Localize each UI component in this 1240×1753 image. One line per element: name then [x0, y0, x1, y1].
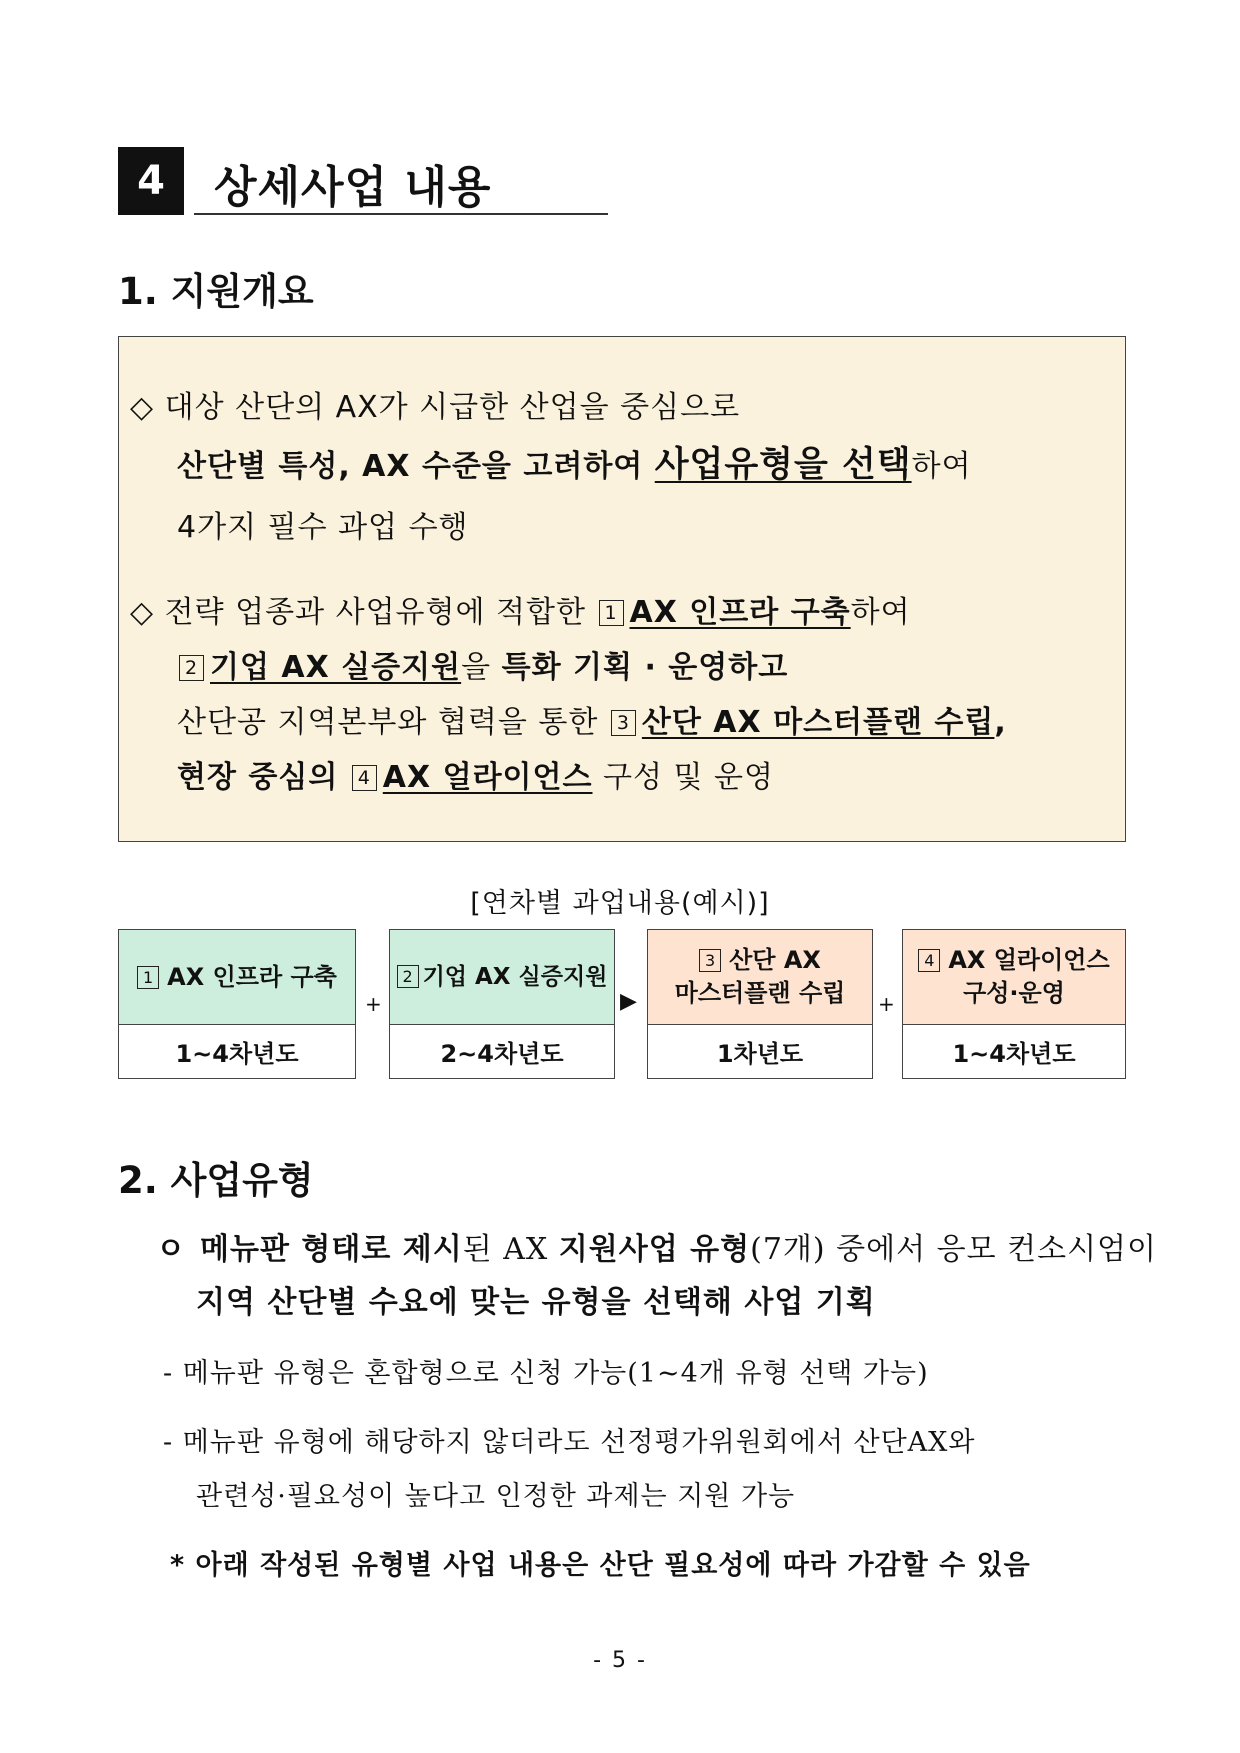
- box-para2-line3: [177, 697, 1007, 741]
- box-para1-line2: [177, 437, 972, 487]
- diamond-bullet-icon: ◇: [130, 390, 155, 425]
- text: 산단 AX: [729, 946, 821, 974]
- flow-item-masterplan: [647, 929, 873, 1079]
- number-box: 3: [699, 949, 721, 972]
- flow-item-years: 1~4차년도: [952, 1040, 1076, 1068]
- section-title-underline: [194, 213, 608, 215]
- highlight-text: 산단 AX 마스터플랜 수립: [641, 705, 995, 740]
- number-box: 3: [611, 710, 636, 736]
- flow-item-years: 1차년도: [716, 1040, 804, 1068]
- number-box: 1: [137, 966, 159, 989]
- page-number: - 5 -: [593, 1648, 647, 1673]
- arrow-right-icon: ▶: [620, 989, 637, 1014]
- box-para2-line2: [177, 642, 788, 686]
- heading-business-type: 2. 사업유형: [118, 1159, 314, 1202]
- highlight-text: AX 얼라이언스: [382, 760, 593, 795]
- text: 대상 산단의 AX가 시급한 산업을 중심으로: [164, 390, 741, 425]
- highlight-text: AX 인프라 구축: [629, 595, 851, 630]
- bold-text: 현장 중심의: [177, 760, 350, 795]
- s2-dash-item2-line1: - 메뉴판 유형에 해당하지 않더라도 선정평가위원회에서 산단AX와: [163, 1427, 976, 1458]
- text: 마스터플랜 수립: [674, 979, 846, 1007]
- heading-support-overview: 1. 지원개요: [118, 270, 314, 313]
- flow-item-alliance: [902, 929, 1126, 1079]
- highlight-text: 사업유형을 선택: [654, 445, 912, 485]
- bold-text: 지원사업 유형: [558, 1232, 751, 1267]
- text: 구성 및 운영: [592, 760, 775, 795]
- text: 산단공 지역본부와 협력을 통한: [177, 705, 609, 740]
- text: 기업 AX 실증지원: [422, 963, 608, 990]
- text: 하여: [911, 449, 972, 484]
- flow-item-ax-infra: [118, 929, 356, 1079]
- circle-bullet-icon: ㅇ: [156, 1232, 186, 1267]
- box-para2-line1: [130, 587, 911, 631]
- s2-note: * 아래 작성된 유형별 사업 내용은 산단 필요성에 따라 가감할 수 있음: [170, 1550, 1031, 1581]
- text: 을: [461, 650, 502, 685]
- number-box: 4: [918, 949, 940, 972]
- flow-item-company-ax: [389, 929, 615, 1079]
- plus-icon: +: [878, 992, 895, 1016]
- number-box: 2: [179, 655, 204, 681]
- number-box: 4: [352, 765, 377, 791]
- s2-bullet-line2: 지역 산단별 수요에 맞는 유형을 선택해 사업 기획: [196, 1285, 876, 1320]
- flow-item-years: 1~4차년도: [175, 1040, 299, 1068]
- plus-icon: +: [365, 992, 382, 1016]
- text: 전략 업종과 사업유형에 적합한: [164, 595, 597, 630]
- bold-text: 메뉴판 형태로 제시: [199, 1232, 463, 1267]
- flow-item-title: [119, 930, 355, 1025]
- flow-item-title: [903, 930, 1125, 1025]
- s2-dash-item1: - 메뉴판 유형은 혼합형으로 신청 가능(1~4개 유형 선택 가능): [163, 1358, 929, 1389]
- text: AX 얼라이언스: [948, 946, 1110, 974]
- flow-item-title: [390, 930, 614, 1025]
- box-para2-line4: [177, 752, 774, 796]
- flow-item-title: [648, 930, 872, 1025]
- text: AX 인프라 구축: [167, 962, 337, 991]
- s2-dash-item2-line2: 관련성·필요성이 높다고 인정한 과제는 지원 가능: [196, 1481, 796, 1512]
- number-box: 1: [599, 600, 624, 626]
- text: ,: [994, 705, 1007, 740]
- text: 구성·운영: [963, 979, 1065, 1007]
- section-title: 상세사업 내용: [214, 162, 492, 213]
- text: 산단별 특성, AX 수준을 고려하여: [177, 449, 655, 484]
- bold-text: 특화 기획 · 운영하고: [501, 650, 789, 685]
- text: 하여: [850, 595, 911, 630]
- box-para1-line3: [177, 502, 469, 546]
- diamond-bullet-icon: ◇: [130, 595, 155, 630]
- highlight-text: 기업 AX 실증지원: [210, 650, 462, 685]
- number-box: 2: [397, 965, 419, 988]
- text: 4가지 필수 과업 수행: [177, 510, 469, 545]
- text: 된 AX: [462, 1232, 559, 1267]
- box-para1-line1: [130, 382, 740, 426]
- text: (7개) 중에서 응모 컨소시엄이: [750, 1232, 1158, 1267]
- flow-caption: [연차별 과업내용(예시)]: [470, 888, 770, 919]
- flow-item-years: 2~4차년도: [440, 1040, 564, 1068]
- s2-bullet-line1: [156, 1224, 1157, 1268]
- section-number: 4: [118, 147, 184, 215]
